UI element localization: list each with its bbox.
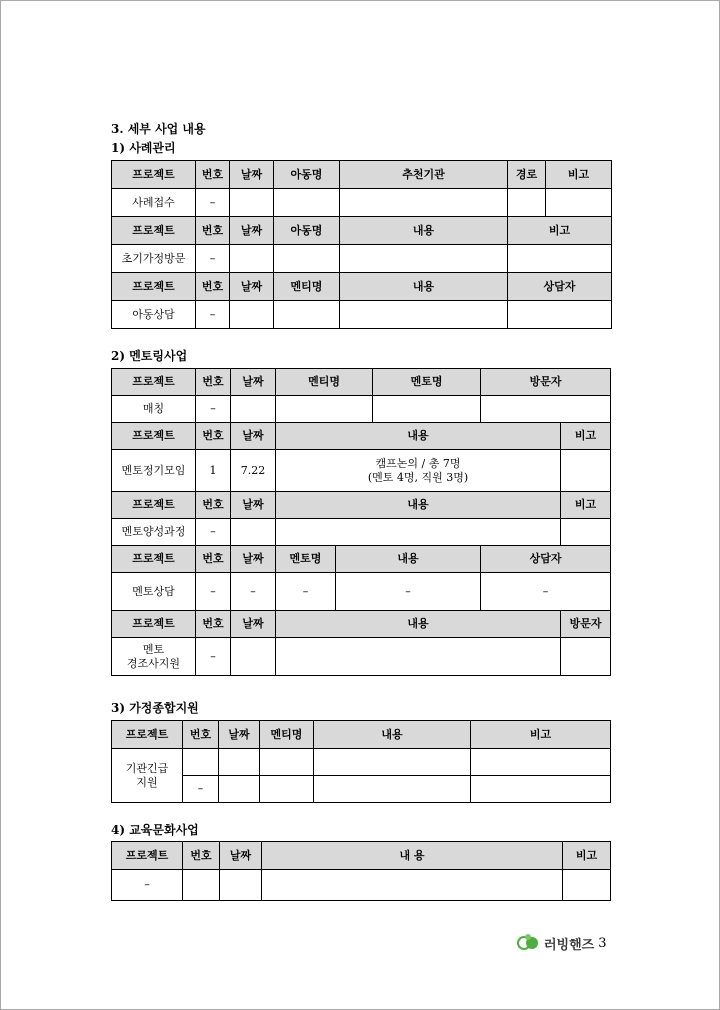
empty-cell <box>230 245 274 273</box>
header-cell: 내용 <box>276 611 561 638</box>
empty-cell <box>276 638 561 676</box>
page-number: 3 <box>598 935 607 951</box>
header-cell: 날짜 <box>231 492 276 519</box>
empty-cell <box>340 189 508 217</box>
date-cell: 7.22 <box>231 450 276 492</box>
number-cell: – <box>196 301 230 329</box>
table-header-row <box>112 273 612 301</box>
project-cell: 아동상담 <box>112 301 196 329</box>
empty-cell <box>471 749 611 776</box>
counselor-cell: – <box>481 573 611 611</box>
header-cell: 번호 <box>196 369 231 396</box>
header-cell: 내용 <box>314 721 471 749</box>
project-cell: 멘토정기모임 <box>112 450 196 492</box>
empty-cell <box>561 519 611 546</box>
number-cell: – <box>196 189 230 217</box>
header-cell: 방문자 <box>481 369 611 396</box>
empty-cell <box>276 519 561 546</box>
table-row <box>112 396 611 423</box>
header-cell: 상담자 <box>508 273 612 301</box>
content-cell: – <box>336 573 481 611</box>
header-cell: 멘티명 <box>260 721 314 749</box>
empty-cell <box>274 245 340 273</box>
table-header-row <box>112 217 612 245</box>
empty-cell <box>274 189 340 217</box>
number-cell: – <box>196 638 231 676</box>
empty-cell <box>183 749 219 776</box>
empty-cell <box>230 189 274 217</box>
project-cell: 매칭 <box>112 396 196 423</box>
header-cell: 프로젝트 <box>112 492 196 519</box>
empty-cell <box>471 776 611 803</box>
empty-cell <box>508 301 612 329</box>
header-cell: 번호 <box>196 423 231 450</box>
mentoring-heading: 2) 멘토링사업 <box>111 349 188 363</box>
empty-cell <box>231 638 276 676</box>
header-cell: 프로젝트 <box>112 546 196 573</box>
header-cell: 추천기관 <box>340 161 508 189</box>
empty-cell <box>231 396 276 423</box>
header-cell: 번호 <box>196 546 231 573</box>
header-cell: 날짜 <box>231 546 276 573</box>
project-cell: 초기가정방문 <box>112 245 196 273</box>
table-header-row <box>112 611 611 638</box>
table-header-row <box>112 423 611 450</box>
family-support-table <box>111 720 611 803</box>
header-cell: 날짜 <box>231 611 276 638</box>
project-cell: – <box>112 870 183 901</box>
header-cell: 비고 <box>471 721 611 749</box>
project-cell: 사례접수 <box>112 189 196 217</box>
empty-cell <box>508 245 612 273</box>
header-cell: 번호 <box>183 842 220 870</box>
table-row <box>112 245 612 273</box>
section-title: 3. 세부 사업 내용 <box>111 122 206 136</box>
empty-cell <box>561 450 611 492</box>
header-cell: 번호 <box>196 161 230 189</box>
number-cell: 1 <box>196 450 231 492</box>
table-header-row <box>112 546 611 573</box>
mentor-name-cell: – <box>276 573 336 611</box>
header-cell: 멘티명 <box>274 273 340 301</box>
empty-cell <box>274 301 340 329</box>
table-header-row <box>112 492 611 519</box>
number-cell: – <box>183 776 219 803</box>
empty-cell <box>276 396 373 423</box>
table-row <box>112 870 611 901</box>
education-culture-heading: 4) 교육문화사업 <box>111 823 199 837</box>
empty-cell <box>508 189 546 217</box>
header-cell: 내용 <box>340 273 508 301</box>
table-row <box>112 573 611 611</box>
header-cell: 날짜 <box>230 161 274 189</box>
case-management-heading: 1) 사례관리 <box>111 141 176 155</box>
mentoring-table <box>111 368 611 676</box>
project-cell: 멘토 경조사지원 <box>112 638 196 676</box>
empty-cell <box>220 870 262 901</box>
empty-cell <box>230 301 274 329</box>
case-management-table <box>111 160 612 329</box>
empty-cell <box>340 245 508 273</box>
header-cell: 멘티명 <box>276 369 373 396</box>
empty-cell <box>260 776 314 803</box>
header-cell: 날짜 <box>220 842 262 870</box>
header-cell: 멘토명 <box>276 546 336 573</box>
header-cell: 프로젝트 <box>112 423 196 450</box>
header-cell: 비고 <box>546 161 612 189</box>
header-cell: 날짜 <box>230 217 274 245</box>
number-cell: – <box>196 573 231 611</box>
empty-cell <box>481 396 611 423</box>
project-cell: 멘토양성과정 <box>112 519 196 546</box>
table-row <box>112 301 612 329</box>
header-cell: 프로젝트 <box>112 842 183 870</box>
header-cell: 프로젝트 <box>112 217 196 245</box>
header-cell: 비고 <box>563 842 611 870</box>
header-cell: 방문자 <box>561 611 611 638</box>
empty-cell <box>563 870 611 901</box>
table-row <box>112 189 612 217</box>
header-cell: 멘토명 <box>373 369 481 396</box>
header-cell: 내용 <box>336 546 481 573</box>
empty-cell <box>314 776 471 803</box>
header-cell: 프로젝트 <box>112 369 196 396</box>
education-culture-table <box>111 841 611 901</box>
empty-cell <box>219 749 260 776</box>
header-cell: 내용 <box>340 217 508 245</box>
header-cell: 비고 <box>561 423 611 450</box>
table-row <box>112 638 611 676</box>
header-cell: 프로젝트 <box>112 611 196 638</box>
table-header-row <box>112 842 611 870</box>
family-support-heading: 3) 가정종합지원 <box>111 701 199 715</box>
header-cell: 비고 <box>561 492 611 519</box>
header-cell: 날짜 <box>231 369 276 396</box>
header-cell: 프로젝트 <box>112 721 183 749</box>
empty-cell <box>340 301 508 329</box>
header-cell: 내용 <box>276 492 561 519</box>
empty-cell <box>183 870 220 901</box>
header-cell: 경로 <box>508 161 546 189</box>
footer <box>516 932 607 954</box>
project-cell: 기관긴급 지원 <box>112 749 183 803</box>
header-cell: 프로젝트 <box>112 161 196 189</box>
content-cell: 캠프논의 / 총 7명 (멘토 4명, 직원 3명) <box>276 450 561 492</box>
header-cell: 비고 <box>508 217 612 245</box>
table-row <box>112 776 611 803</box>
empty-cell <box>546 189 612 217</box>
header-cell: 날짜 <box>230 273 274 301</box>
brand-name: 러빙핸즈 <box>544 937 595 953</box>
table-row <box>112 749 611 776</box>
header-cell: 내 용 <box>262 842 563 870</box>
header-cell: 내용 <box>276 423 561 450</box>
empty-cell <box>231 519 276 546</box>
number-cell: – <box>196 519 231 546</box>
header-cell: 아동명 <box>274 217 340 245</box>
table-header-row <box>112 161 612 189</box>
header-cell: 번호 <box>196 217 230 245</box>
empty-cell <box>373 396 481 423</box>
header-cell: 번호 <box>196 611 231 638</box>
empty-cell <box>314 749 471 776</box>
header-cell: 프로젝트 <box>112 273 196 301</box>
header-cell: 날짜 <box>219 721 260 749</box>
header-cell: 상담자 <box>481 546 611 573</box>
empty-cell <box>561 638 611 676</box>
empty-cell <box>219 776 260 803</box>
loving-hands-logo-icon <box>516 933 540 953</box>
empty-cell <box>262 870 563 901</box>
date-cell: – <box>231 573 276 611</box>
project-cell: 멘토상담 <box>112 573 196 611</box>
table-row <box>112 519 611 546</box>
header-cell: 번호 <box>183 721 219 749</box>
number-cell: – <box>196 396 231 423</box>
number-cell: – <box>196 245 230 273</box>
table-header-row <box>112 721 611 749</box>
header-cell: 번호 <box>196 492 231 519</box>
header-cell: 번호 <box>196 273 230 301</box>
header-cell: 아동명 <box>274 161 340 189</box>
table-row <box>112 450 611 492</box>
empty-cell <box>260 749 314 776</box>
table-header-row <box>112 369 611 396</box>
header-cell: 날짜 <box>231 423 276 450</box>
